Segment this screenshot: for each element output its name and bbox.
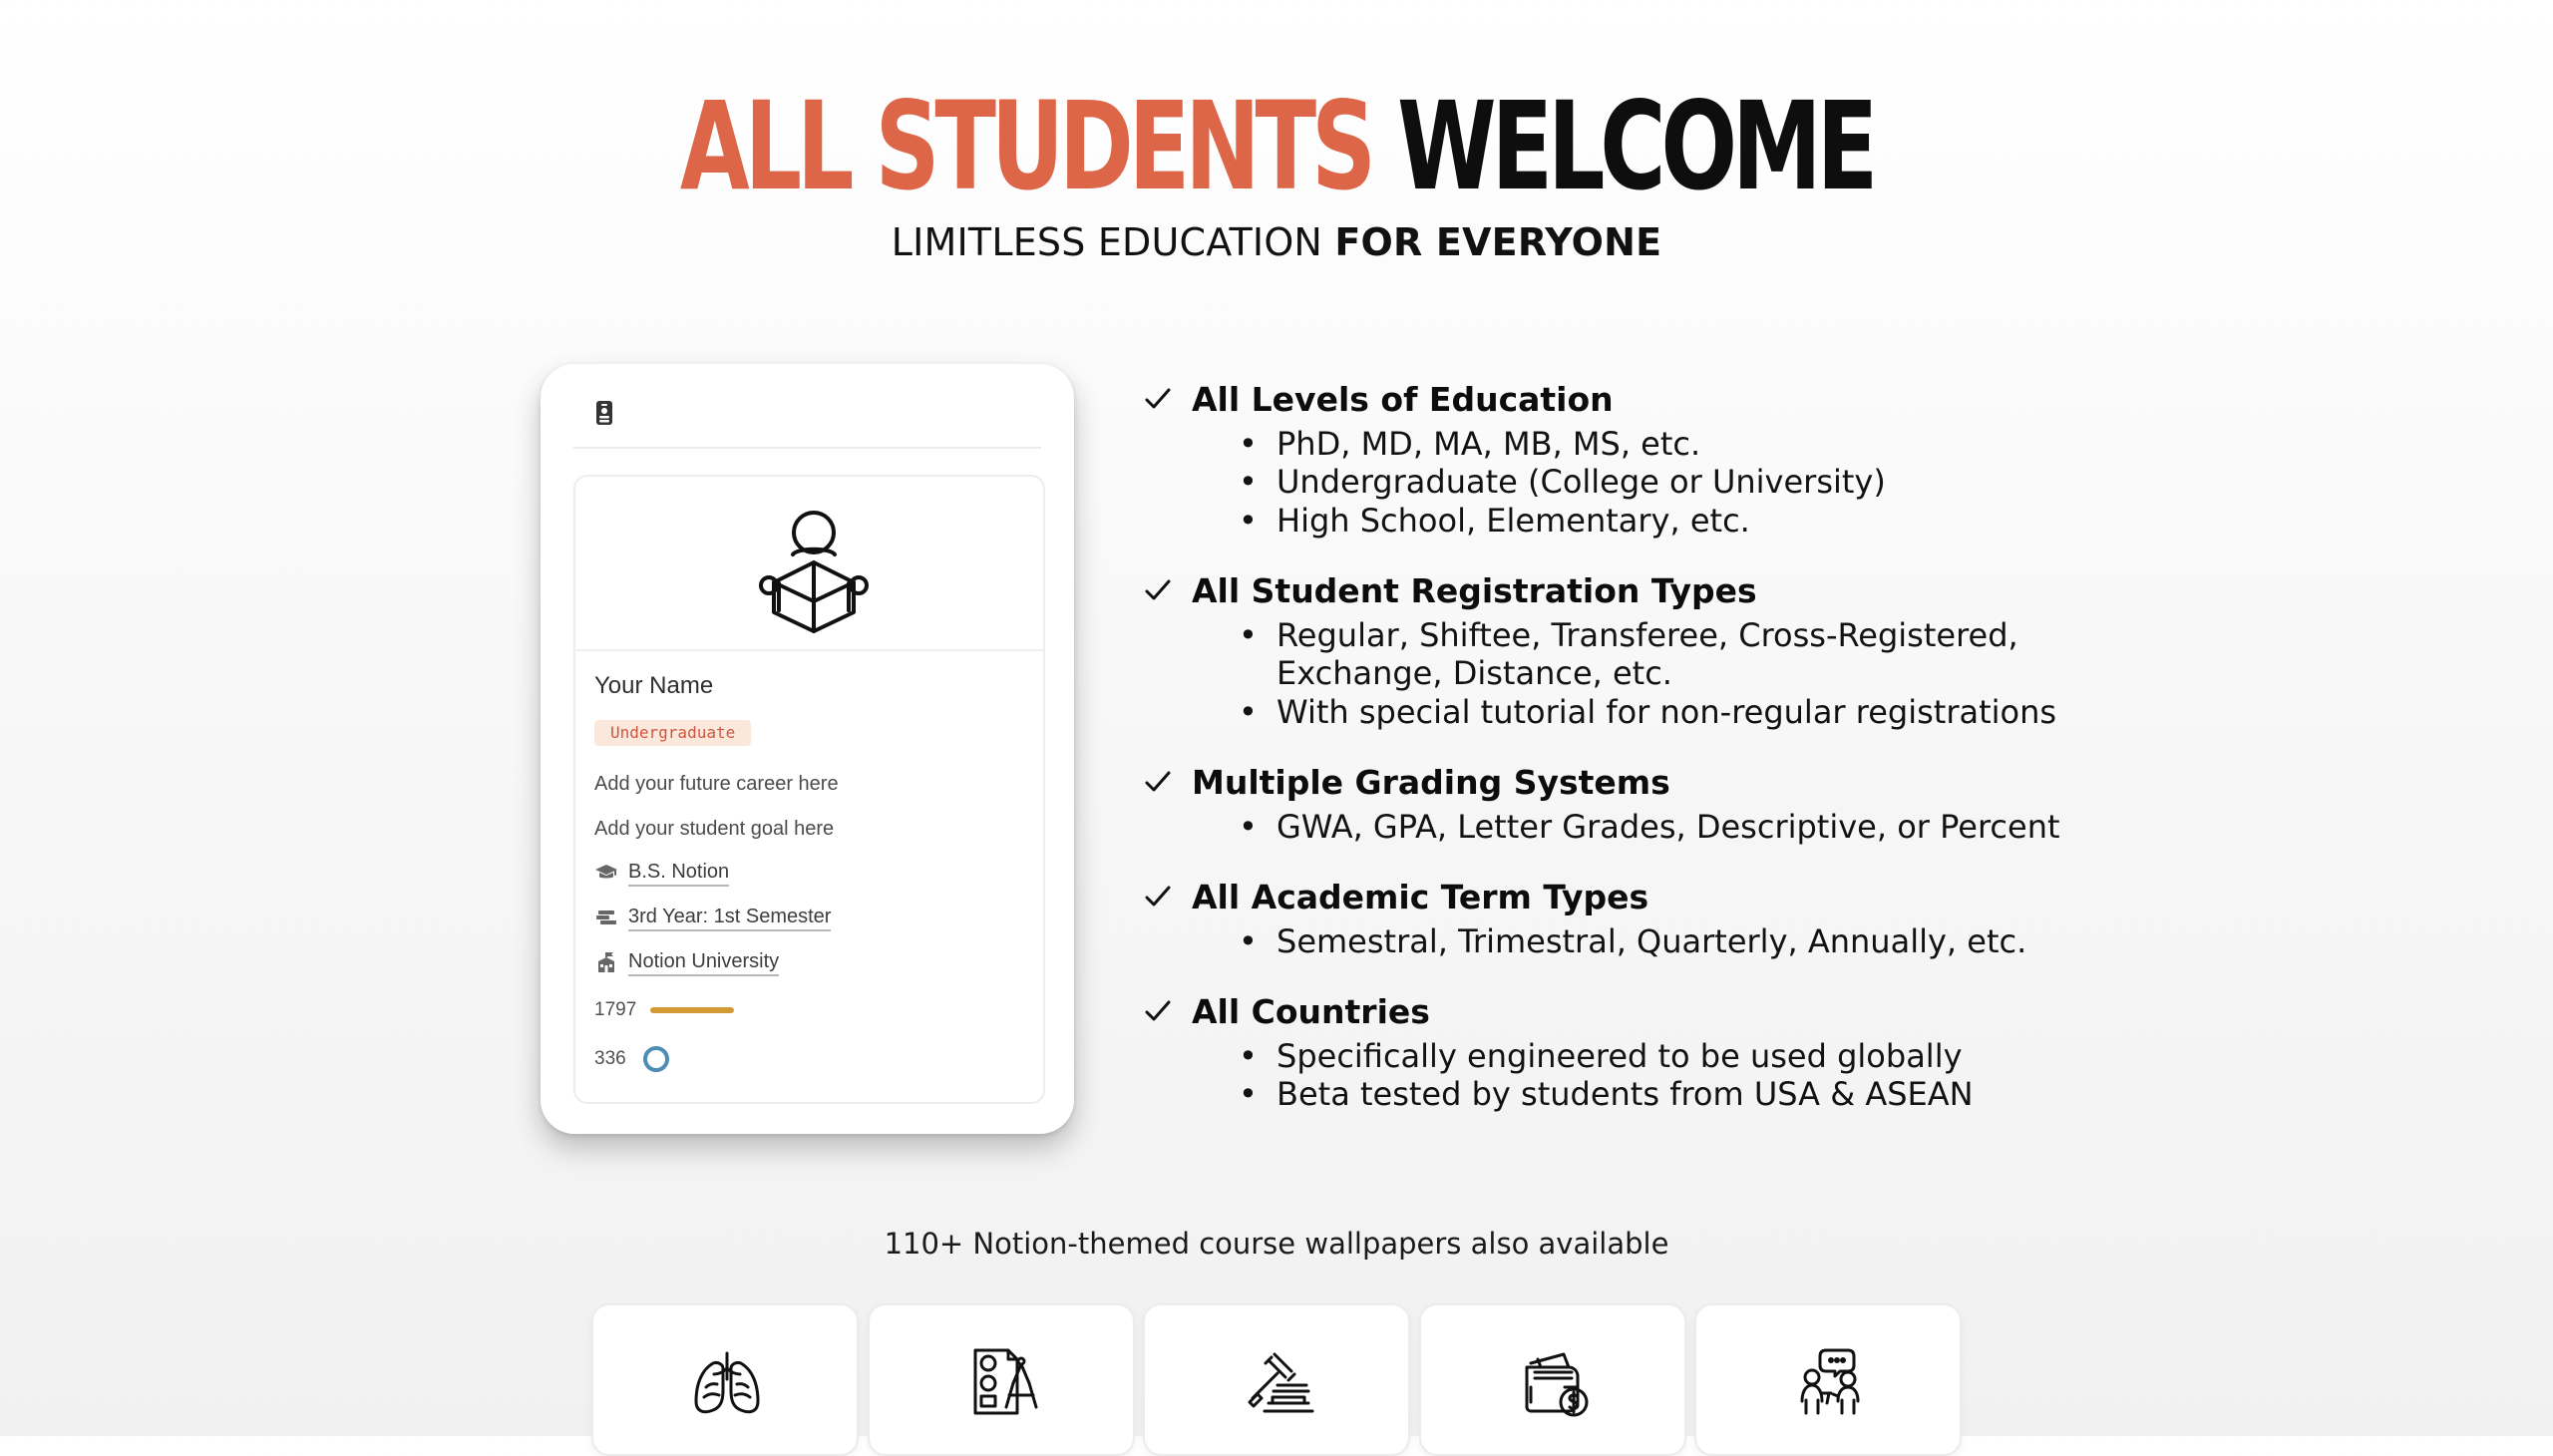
wallpaper-note: 110+ Notion-themed course wallpapers also available <box>884 1227 1669 1261</box>
feature-items <box>1144 425 2121 540</box>
student-reading-icon <box>759 510 869 633</box>
graduation-cap-icon <box>594 861 618 885</box>
feature-group <box>1144 381 2121 540</box>
check-icon <box>1144 576 1172 604</box>
status-badge: Undergraduate <box>594 720 751 746</box>
hero-subtitle-bold: FOR EVERYONE <box>1334 220 1662 264</box>
feature-title: All Levels of Education <box>1192 380 1614 419</box>
feature-item <box>1239 616 2121 693</box>
feature-header <box>1144 764 2121 808</box>
degree-link-label: B.S. Notion <box>628 860 729 887</box>
feature-item-line: • With special tutorial for non-regular registrations <box>1276 692 2057 731</box>
feature-title: All Student Registration Types <box>1192 571 1757 610</box>
student-profile-card <box>541 364 1074 1134</box>
feature-item <box>1239 808 2121 846</box>
books-stack-icon <box>594 906 618 929</box>
feature-item <box>1239 463 2121 501</box>
feature-title: All Countries <box>1192 992 1430 1031</box>
hero-subtitle-light: LIMITLESS EDUCATION <box>891 220 1323 264</box>
hero <box>0 76 2553 264</box>
year-semester-label: 3rd Year: 1st Semester <box>628 905 831 931</box>
profile-panel <box>573 475 1045 1104</box>
feature-item <box>1239 1075 2121 1113</box>
feature-items <box>1144 808 2121 846</box>
feature-header <box>1144 879 2121 922</box>
hero-title-rest: WELCOME <box>1397 76 1874 217</box>
wallpaper-card[interactable] <box>1143 1303 1410 1456</box>
school-building-icon <box>594 950 618 974</box>
feature-header <box>1144 381 2121 425</box>
feature-item <box>1239 502 2121 540</box>
feature-item <box>1239 693 2121 731</box>
year-semester-link[interactable] <box>594 905 831 930</box>
feature-item <box>1239 1037 2121 1075</box>
metric-row-bar <box>594 999 734 1022</box>
feature-group <box>1144 572 2121 731</box>
progress-bar-fill <box>650 1007 734 1013</box>
check-icon <box>1144 768 1172 796</box>
progress-ring <box>640 1043 672 1075</box>
feature-item-line: Exchange, Distance, etc. <box>1276 654 1672 693</box>
id-badge-icon <box>593 399 615 427</box>
feature-item-line: • GWA, GPA, Letter Grades, Descriptive, or Percent <box>1276 808 2060 846</box>
feature-title: Multiple Grading Systems <box>1192 763 1670 802</box>
student-goal-field[interactable]: Add your student goal here <box>594 818 835 840</box>
degree-link[interactable] <box>594 860 729 886</box>
feature-item-line: • Regular, Shiftee, Transferee, Cross-Registered, <box>1276 616 2018 654</box>
feature-header <box>1144 993 2121 1037</box>
wallpaper-gallery <box>591 1303 1962 1436</box>
feature-item-line: • Semestral, Trimestral, Quarterly, Annually, etc. <box>1276 922 2027 960</box>
feature-header <box>1144 572 2121 616</box>
finance-wallet-icon <box>1517 1345 1593 1421</box>
hero-title <box>332 76 2221 217</box>
feature-items <box>1144 616 2121 731</box>
lungs-icon <box>689 1345 765 1421</box>
university-link[interactable] <box>594 949 779 975</box>
feature-group <box>1144 993 2121 1114</box>
engineering-drafting-icon <box>965 1345 1041 1421</box>
feature-item-line: • PhD, MD, MA, MB, MS, etc. <box>1276 425 1701 463</box>
wallpaper-card[interactable] <box>1419 1303 1686 1456</box>
feature-item <box>1239 922 2121 960</box>
wallpaper-card[interactable] <box>591 1303 859 1456</box>
check-icon <box>1144 883 1172 910</box>
hero-title-accent: ALL STUDENTS <box>679 76 1371 217</box>
student-name: Your Name <box>594 672 714 699</box>
check-icon <box>1144 385 1172 413</box>
profile-hero <box>575 477 1043 651</box>
feature-group <box>1144 764 2121 846</box>
feature-item-line: • Specifically engineered to be used globally <box>1276 1037 1963 1075</box>
university-label: Notion University <box>628 949 779 976</box>
feature-title: All Academic Term Types <box>1192 878 1649 916</box>
future-career-field[interactable]: Add your future career here <box>594 773 839 795</box>
metric-value-ring: 336 <box>594 1047 626 1069</box>
hero-subtitle <box>0 220 2553 264</box>
feature-item-line: • High School, Elementary, etc. <box>1276 501 1750 540</box>
metric-value-bar: 1797 <box>594 999 637 1020</box>
feature-item-line: • Undergraduate (College or University) <box>1276 463 1886 502</box>
feature-item-line: • Beta tested by students from USA & ASEAN <box>1276 1075 1974 1114</box>
progress-bar <box>650 1007 734 1013</box>
feature-item <box>1239 425 2121 463</box>
wallpaper-card[interactable] <box>868 1303 1135 1456</box>
law-gavel-icon <box>1241 1345 1316 1421</box>
wallpaper-card[interactable] <box>1694 1303 1962 1456</box>
metric-row-ring <box>594 1043 672 1075</box>
feature-items <box>1144 922 2121 960</box>
feature-items <box>1144 1037 2121 1114</box>
counseling-people-icon <box>1792 1345 1868 1421</box>
card-divider <box>573 447 1041 449</box>
feature-group <box>1144 879 2121 960</box>
check-icon <box>1144 997 1172 1025</box>
